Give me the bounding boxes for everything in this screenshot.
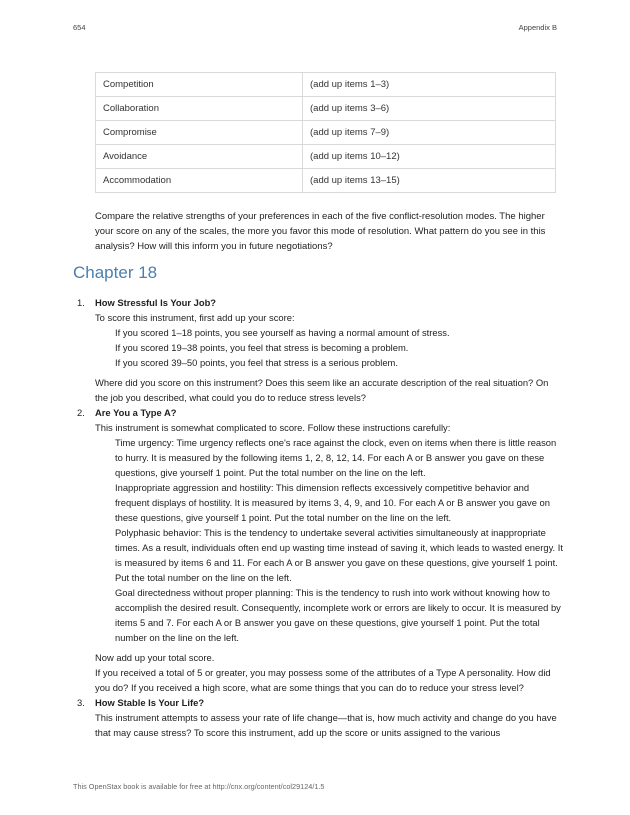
item-outro: Where did you score on this instrument? Does this seem like an accurate description of the real situation? On the job you described, what could you do to reduce stress levels?	[95, 377, 549, 403]
page-number: 654	[73, 23, 86, 32]
table-cell-mode: Competition	[96, 73, 303, 97]
table-row	[96, 145, 556, 169]
list-item	[73, 405, 563, 695]
item-title: How Stable Is Your Life?	[95, 697, 205, 708]
table-row	[96, 73, 556, 97]
list-item	[73, 295, 563, 405]
dimension-text: Polyphasic behavior: This is the tendency to undertake several activities simultaneously at inappropriate times. As a result, individuals often end up wasting time instead of saving it, which leads to wasted energy. It is measured by items 6 and 11. For each A or B answer you gave on these questions, give yourself 1 point. Put the total number on the line on the left.	[115, 527, 563, 583]
list-item	[73, 695, 563, 740]
dimension-list	[95, 435, 563, 645]
dimension-text: Time urgency: Time urgency reflects one's race against the clock, even on items when there is little reason to hurry. It is measured by the following items 1, 2, 8, 12, 14. For each A or B answer you gave on these questions, give yourself 1 point. Put the total number on the line on the left.	[115, 437, 557, 478]
item-number: 2.	[77, 407, 85, 418]
table-row	[96, 121, 556, 145]
item-intro: This instrument attempts to assess your rate of life change—that is, how much activity and change do you have that may cause stress? To score this instrument, add up the score or units assigned to the various	[95, 712, 557, 738]
table-cell-items: (add up items 7–9)	[303, 121, 556, 145]
dimension-text: Inappropriate aggression and hostility: This dimension reflects excessively competitive behavior and frequent displays of hostility. It is measured by items 3, 4, 9, and 10. For each A or B answer you gave on these questions, give yourself 1 point. Put the total number on the line on the left.	[115, 482, 550, 523]
chapter-title: Chapter 18	[73, 263, 158, 282]
item-outro: If you received a total of 5 or greater, you may possess some of the attributes of a Type A personality. How did you do? If you received a high score, what are some things that you can do to reduce your stress level?	[95, 667, 551, 693]
table-cell-mode: Avoidance	[96, 145, 303, 169]
item-title: How Stressful Is Your Job?	[95, 297, 217, 308]
table-row	[96, 97, 556, 121]
table-row	[96, 169, 556, 193]
table-cell-mode: Collaboration	[96, 97, 303, 121]
table-cell-mode: Accommodation	[96, 169, 303, 193]
score-range: If you scored 39–50 points, you feel that stress is a serious problem.	[115, 357, 398, 368]
dimension-text: Goal directedness without proper planning: This is the tendency to rush into work without knowing how to accomplish the desired result. Consequently, incomplete work or errors are likely to occur. It is measured by items 5 and 7. For each A or B answer you gave on these questions, give yourself 1 point. Put the total number on the line on the left.	[115, 587, 561, 643]
item-number: 1.	[77, 297, 85, 308]
item-intro: This instrument is somewhat complicated to score. Follow these instructions carefully:	[95, 422, 451, 433]
table-cell-mode: Compromise	[96, 121, 303, 145]
instrument-list	[73, 295, 563, 740]
score-ranges	[95, 325, 563, 370]
score-range: If you scored 19–38 points, you feel that stress is becoming a problem.	[115, 342, 409, 353]
score-range: If you scored 1–18 points, you see yourself as having a normal amount of stress.	[115, 327, 450, 338]
table-cell-items: (add up items 10–12)	[303, 145, 556, 169]
page-footer: This OpenStax book is available for free at http://cnx.org/content/col29124/1.5	[73, 782, 325, 791]
item-outro: Now add up your total score.	[95, 652, 215, 663]
table-cell-items: (add up items 3–6)	[303, 97, 556, 121]
item-number: 3.	[77, 697, 85, 708]
item-title: Are You a Type A?	[95, 407, 177, 418]
score-table	[95, 72, 556, 193]
compare-paragraph: Compare the relative strengths of your preferences in each of the five conflict-resolution modes. The higher your score on any of the scales, the more you favor this mode of resolution. What pattern do you see in this analysis? How will this inform you in future negotiations?	[95, 211, 546, 252]
table-cell-items: (add up items 1–3)	[303, 73, 556, 97]
table-cell-items: (add up items 13–15)	[303, 169, 556, 193]
item-intro: To score this instrument, first add up your score:	[95, 312, 295, 323]
running-head: Appendix B	[518, 23, 557, 32]
